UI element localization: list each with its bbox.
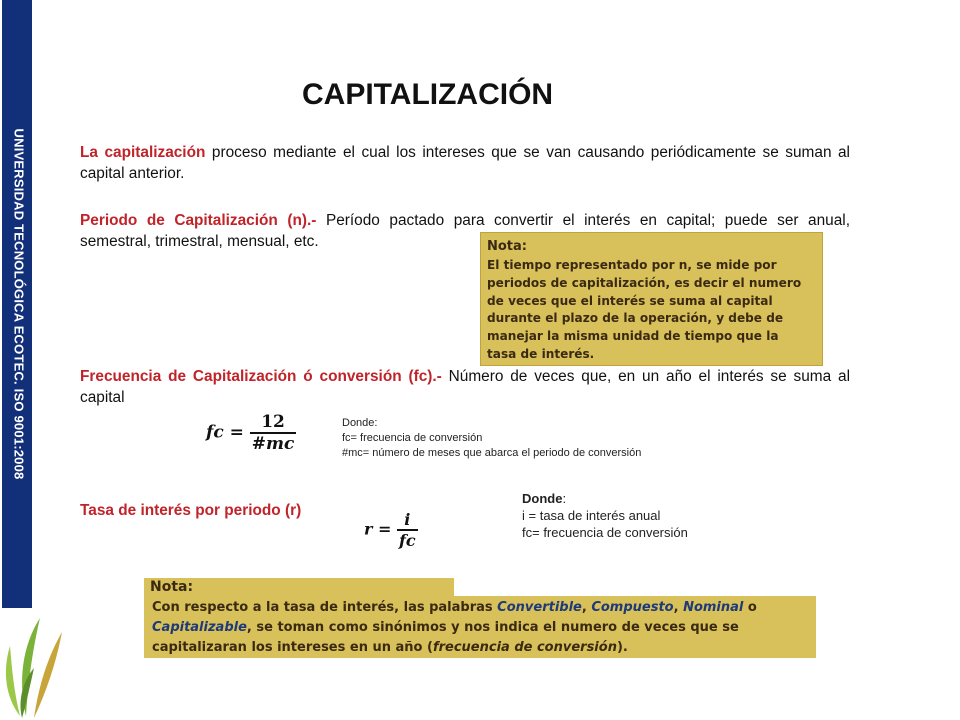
- paragraph-frecuencia: [80, 366, 850, 408]
- note-text: ).: [616, 640, 628, 655]
- note-line: periodos de capitalización, es decir el numero: [487, 275, 802, 290]
- formula-r-denominator: fc: [398, 531, 416, 550]
- paragraph-tasa: [80, 500, 380, 521]
- leaf-logo-icon: [0, 612, 66, 720]
- note-text: , se toman como sinónimos y nos indica el numero de veces que se capitalizaran los intereses en un año (: [152, 620, 739, 655]
- note-box-tasa: [144, 596, 816, 658]
- formula-r-lhs: r =: [364, 519, 392, 539]
- note-tab: [144, 578, 454, 598]
- note-body: [152, 598, 812, 658]
- legend-line: fc= frecuencia de conversión: [342, 432, 483, 444]
- formula-fc-fraction: [250, 412, 297, 454]
- note-text: Con respecto a la tasa de interés, las palabras: [152, 600, 498, 615]
- note-title: Nota:: [487, 239, 527, 254]
- formula-fc-numerator: 12: [250, 412, 297, 434]
- term-frecuencia: Frecuencia de Capitalización ó conversión (fc).-: [80, 368, 442, 385]
- note-box-tiempo: [480, 232, 823, 366]
- legend-colon: :: [562, 491, 567, 506]
- university-band: [2, 0, 32, 608]
- definition-frecuencia: Número de veces que, en un año el interés se suma al capital: [80, 368, 850, 406]
- term-periodo: Periodo de Capitalización (n).-: [80, 212, 317, 229]
- page-title: CAPITALIZACIÓN: [302, 78, 554, 111]
- term-tasa: Tasa de interés por periodo (r): [80, 502, 302, 519]
- legend-line: i = tasa de interés anual: [522, 508, 661, 523]
- formula-r: [364, 510, 418, 550]
- note-line: manejar la misma unidad de tiempo que la: [487, 329, 779, 344]
- keyword-frecuencia: frecuencia de conversión: [432, 640, 617, 655]
- legend-line: #mc= número de meses que abarca el periodo de conversión: [342, 447, 642, 459]
- note-line: El tiempo representado por n, se mide por: [487, 258, 777, 272]
- keyword-compuesto: Compuesto: [591, 600, 674, 615]
- note-title: Nota:: [150, 579, 194, 595]
- note-line: de veces que el interés se suma al capital: [487, 293, 773, 308]
- definition-capitalizacion: proceso mediante el cual los intereses que se van causando periódicamente se suman al capital anterior.: [80, 144, 850, 182]
- keyword-capitalizable: Capitalizable: [152, 620, 247, 635]
- legend-line: fc= frecuencia de conversión: [522, 525, 688, 540]
- legend-r: [522, 490, 688, 541]
- formula-fc-denominator: #mc: [251, 434, 295, 454]
- note-line: tasa de interés.: [487, 346, 595, 361]
- legend-fc: [342, 416, 641, 461]
- paragraph-capitalizacion: [80, 142, 850, 184]
- note-text: o: [743, 600, 757, 615]
- note-body: [487, 257, 817, 364]
- formula-fc-lhs: fc =: [206, 422, 244, 443]
- legend-title: Donde: [522, 491, 563, 506]
- keyword-convertible: Convertible: [497, 600, 582, 615]
- note-text: ,: [673, 600, 684, 615]
- keyword-nominal: Nominal: [683, 600, 744, 615]
- sidebar: [0, 0, 66, 720]
- note-text: ,: [581, 600, 592, 615]
- definition-periodo: Período pactado para convertir el interés en capital; puede ser anual, semestral, trimestral, mensual, etc.: [80, 212, 850, 250]
- formula-r-fraction: [397, 510, 418, 550]
- term-capitalizacion: La capitalización: [80, 144, 206, 161]
- formula-fc: [206, 412, 296, 454]
- legend-title: Donde:: [342, 417, 378, 429]
- university-name: UNIVERSIDAD TECNOLÓGICA ECOTEC. ISO 9001:2008: [11, 128, 27, 480]
- note-line: durante el plazo de la operación, y debe de: [487, 311, 784, 326]
- formula-r-numerator: i: [397, 510, 418, 531]
